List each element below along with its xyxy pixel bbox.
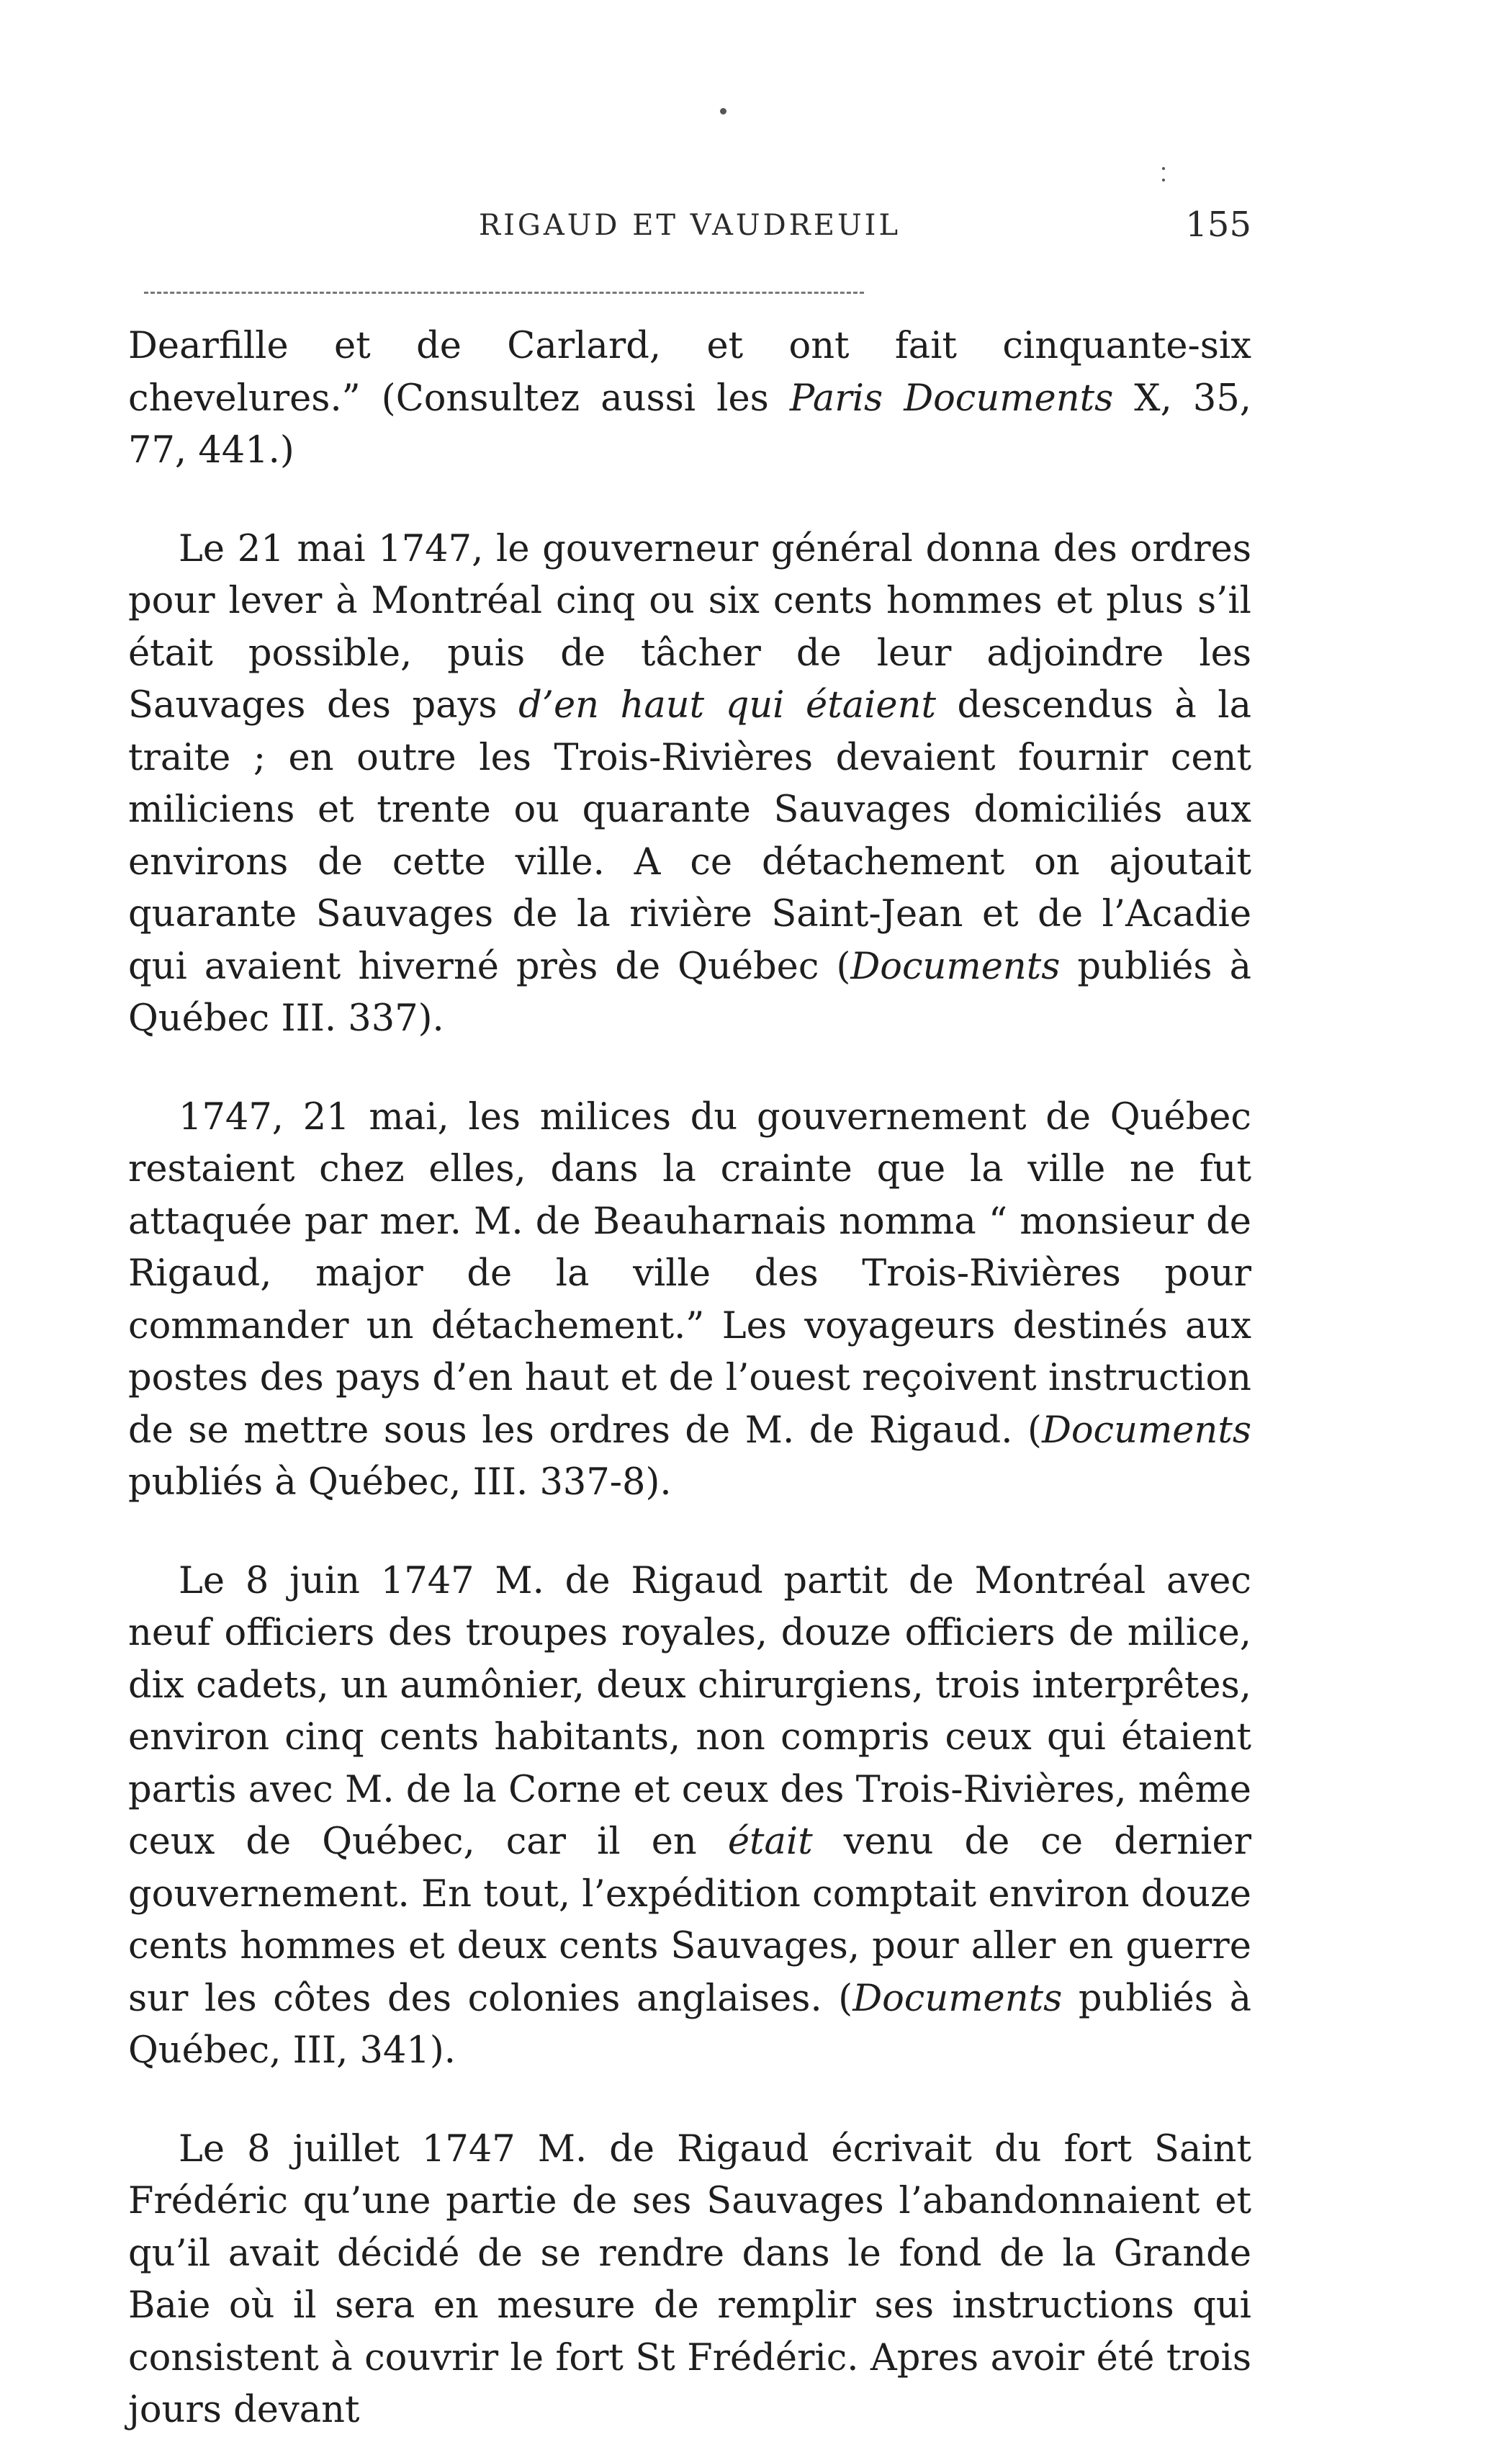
text-run: Le 21 mai 1747, le gouverneur général donna des ordres pour lever à Montréal cinq ou six cents hommes et plus s’il était possible, puis de tâcher de leur adjoindre les Sauvages des pays — [128, 527, 1251, 727]
header-rule — [144, 292, 864, 294]
paragraph — [128, 2124, 1251, 2437]
paragraph — [128, 524, 1251, 1046]
text-run: descendus à la traite ; en outre les Trois-Rivières devaient fournir cent miliciens et trente ou quarante Sauvages domiciliés aux environs de cette ville. A ce détachement on ajoutait quarante Sauvages de la rivière Saint-Jean et de l’Acadie qui avaient hiverné près de Québec ( — [128, 684, 1251, 988]
scan-speck — [1162, 167, 1165, 170]
text-run: Le 8 juillet 1747 M. de Rigaud écrivait du fort Saint Frédéric qu’une partie de ses Sauvages l’abandonnaient et qu’il avait décidé de se rendre dans le fond de la Grande Baie où il sera en mesure de remplir ses instructions qui consistent à couvrir le fort St Frédéric. Apres avoir été trois jours devant — [128, 2127, 1251, 2431]
italic-text: était — [727, 1821, 813, 1863]
text-run: Dearfille et de Carlard, et ont fait cinquante-six chevelures.” (Consultez aussi les — [128, 325, 1251, 420]
text-run: 1747, 21 mai, les milices du gouvernement de Québec restaient chez elles, dans la crainte que la ville ne fut attaquée par mer. M. de Beauharnais nomma “ monsieur de Rigaud, major de la ville des Trois-Rivières pour commander un détachement.” Les voyageurs destinés aux postes des pays d’en haut et de l’ouest reçoivent instruction de se mettre sous les ordres de M. de Rigaud. ( — [128, 1095, 1251, 1452]
body-text — [128, 320, 1251, 2437]
italic-text: Documents — [852, 1977, 1063, 2020]
italic-text: d’en haut qui étaient — [518, 684, 936, 727]
paragraph — [128, 320, 1251, 477]
paragraph — [128, 1556, 1251, 2078]
paragraph — [128, 1092, 1251, 1509]
text-run: publiés à Québec, III. 337-8). — [128, 1461, 672, 1504]
text-run: publiés à Québec, III, 341). — [128, 1977, 1251, 2072]
text-run: publiés à Québec III. 337). — [128, 945, 1251, 1040]
scan-speck — [720, 108, 726, 115]
text-run: venu de ce dernier gouvernement. En tout, l’expédition comptait environ douze cents hommes et deux cents Sauvages, pour aller en guerre sur les côtes des colonies anglaises. ( — [128, 1821, 1252, 2020]
running-head — [128, 205, 1251, 252]
page-number: 155 — [1185, 205, 1251, 245]
italic-text: Documents — [1041, 1409, 1251, 1452]
italic-text: Documents — [850, 945, 1061, 988]
text-run: Le 8 juin 1747 M. de Rigaud partit de Montréal avec neuf officiers des troupes royales, douze officiers de milice, dix cadets, un aumônier, deux chirurgiens, trois interprêtes, environ cinq cents habitants, non compris ceux qui étaient partis avec M. de la Corne et ceux des Trois-Rivières, même ceux de Québec, car il en — [128, 1559, 1251, 1863]
running-title: RIGAUD ET VAUDREUIL — [478, 209, 901, 242]
scan-speck — [1162, 179, 1165, 181]
italic-text: Paris Documents — [789, 377, 1114, 420]
text-run: X, 35, 77, 441.) — [128, 377, 1251, 472]
